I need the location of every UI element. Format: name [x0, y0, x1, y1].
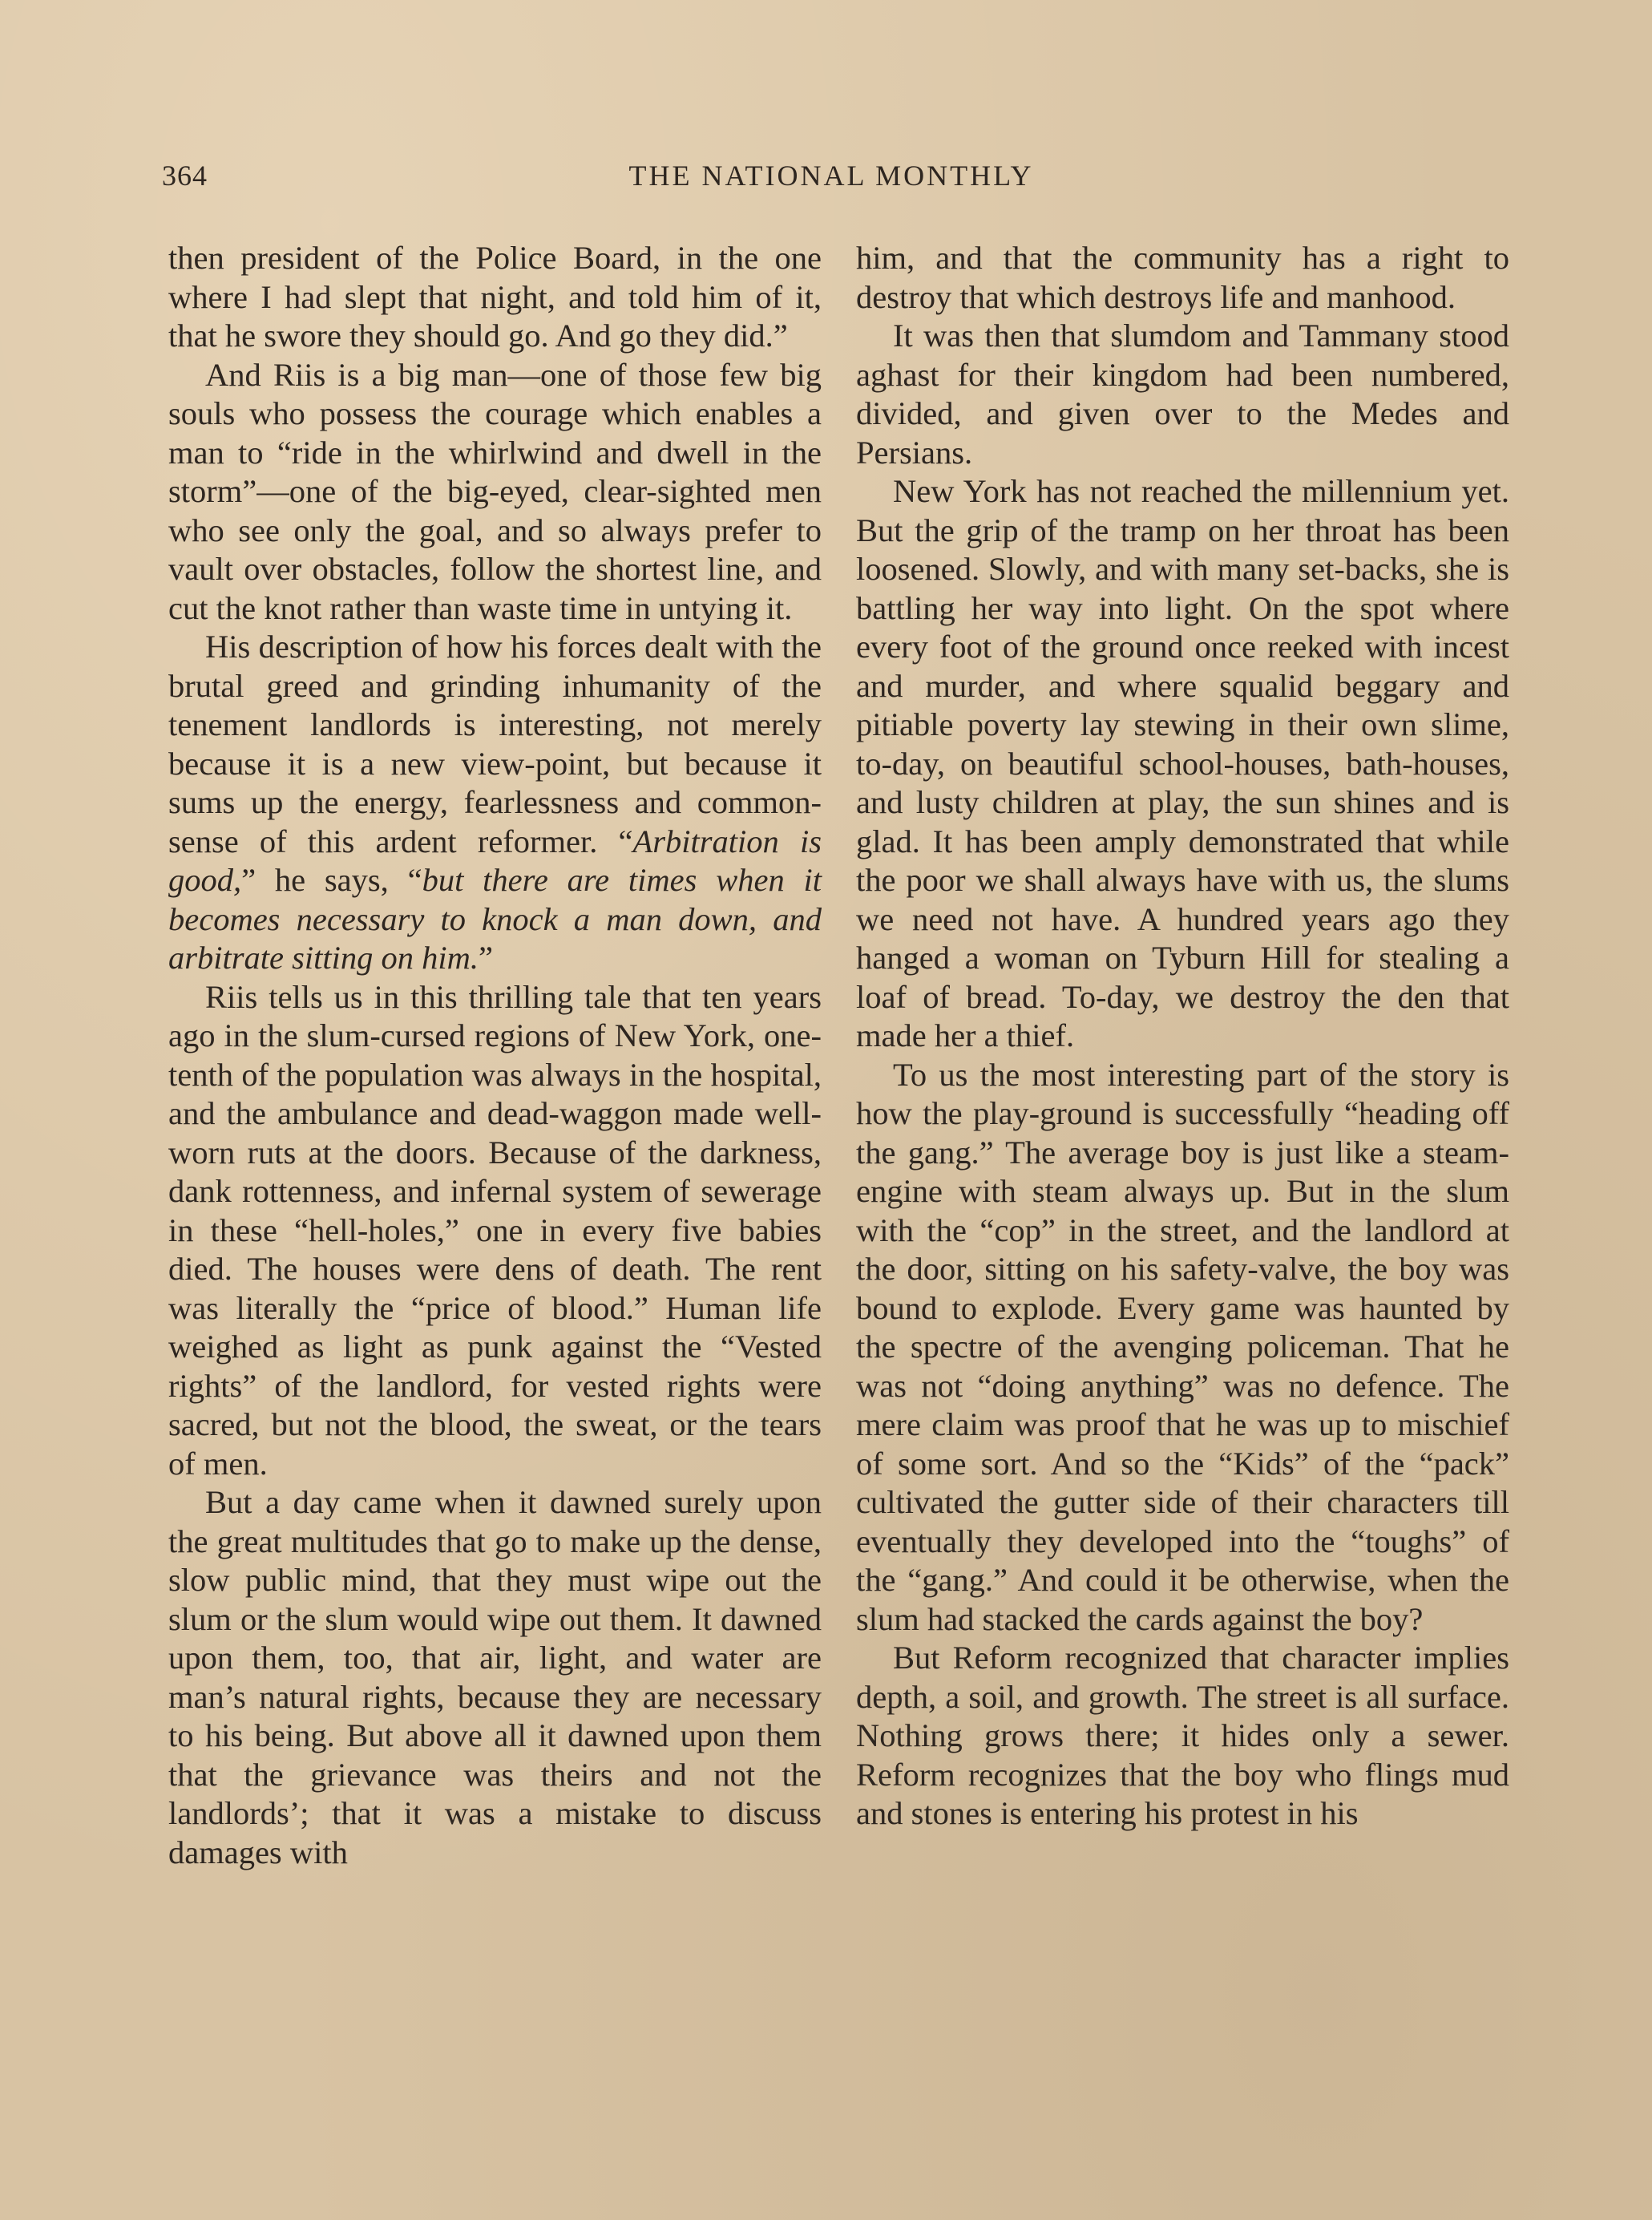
paragraph: New York has not reached the millennium yet. But the grip of the tramp on her throat has been loosened. Slowly, and with many set-backs, she is battling her way into light. On the spot where every foot of the ground once reeked with incest and murder, and where squalid beggary and pitiable poverty lay stewing in their own slime, to-day, on beautiful school-houses, bath-houses, and lusty children at play, the sun shines and is glad. It has been amply demonstrated that while the poor we shall always have with us, the slums we need not have. A hundred years ago they hanged a woman on Tyburn Hill for stealing a loaf of bread. To-day, we destroy the den that made her a thief. — [856, 473, 1509, 1053]
paragraph: To us the most interesting part of the story is how the play-ground is successfully “heading off the gang.” The average boy is just like a steam-engine with steam always up. But in the slum with the “cop” in the street, and the landlord at the door, sitting on his safety-valve, the boy was bound to explode. Every game was haunted by the spectre of the avenging policeman. That he was not “doing anything” was no defence. The mere claim was proof that he was up to mischief of some sort. And so the “Kids” of the “pack” cultivated the gutter side of their characters till eventually they developed into the “toughs” of the “gang.” And could it be otherwise, when the slum had stacked the cards against the boy? — [856, 1056, 1509, 1637]
paragraph: him, and that the community has a right to destroy that which destroys life and manhood. — [856, 240, 1509, 315]
left-column — [168, 239, 822, 1872]
paragraph: Riis tells us in this thrilling tale that ten years ago in the slum-cursed regions of New York, one-tenth of the population was always in the hospital, and the ambulance and dead-waggon made well-worn ruts at the doors. Because of the darkness, dank rottenness, and infernal system of sewerage in these “hell-holes,” one in every five babies died. The houses were dens of death. The rent was literally the “price of blood.” Human life weighed as light as punk against the “Vested rights” of the landlord, for vested rights were sacred, but not the blood, the sweat, or the tears of men. — [168, 978, 822, 1482]
paragraph: But a day came when it dawned surely upon the great multitudes that go to make up the dense, slow public mind, that they must wipe out the slum or the slum would wipe out them. It dawned upon them, too, that air, light, and water are man’s natural rights, because they are necessary to his being. But above all it dawned upon them that the grievance was theirs and not the landlords’; that it was a mistake to discuss damages with — [168, 1484, 822, 1870]
paragraph: But Reform recognized that character implies depth, a soil, and growth. The street is all surface. Nothing grows there; it hides only a sewer. Reform recognizes that the boy who flings mud and stones is entering his protest in his — [856, 1640, 1509, 1831]
paragraph-with-quote — [168, 628, 822, 978]
paragraph: then president of the Police Board, in the one where I had slept that night, and told him of it, that he swore they should go. And go they did.” — [168, 240, 822, 354]
text-run: His description of how his forces dealt with the brutal greed and grinding inhumanity of the tenement landlords is interesting, not merely because it is a new view-point, but because it sums up the energy, fearlessness and common-sense of this ardent reformer. “ — [168, 629, 822, 859]
running-title: THE NATIONAL MONTHLY — [628, 160, 1034, 192]
text-run: ” he says, “ — [241, 862, 422, 898]
paragraph: It was then that slumdom and Tammany stood aghast for their kingdom had been numbered, divided, and given over to the Medes and Persians. — [856, 317, 1509, 471]
italic-quote: Arbitration is good, — [168, 823, 822, 898]
text-run: ” — [479, 940, 494, 976]
paragraph: And Riis is a big man—one of those few big souls who possess the courage which enables a man to “ride in the whirlwind and dwell in the storm”—one of the big-eyed, clear-sighted men who see only the goal, and so always prefer to vault over obstacles, follow the shortest line, and cut the knot rather than waste time in untying it. — [168, 356, 822, 626]
right-column — [856, 239, 1509, 1834]
italic-quote: but there are times when it becomes necessary to knock a man down, and arbitrate sitting on him. — [168, 862, 822, 976]
page-number: 364 — [162, 160, 208, 192]
page-header — [162, 159, 1501, 207]
